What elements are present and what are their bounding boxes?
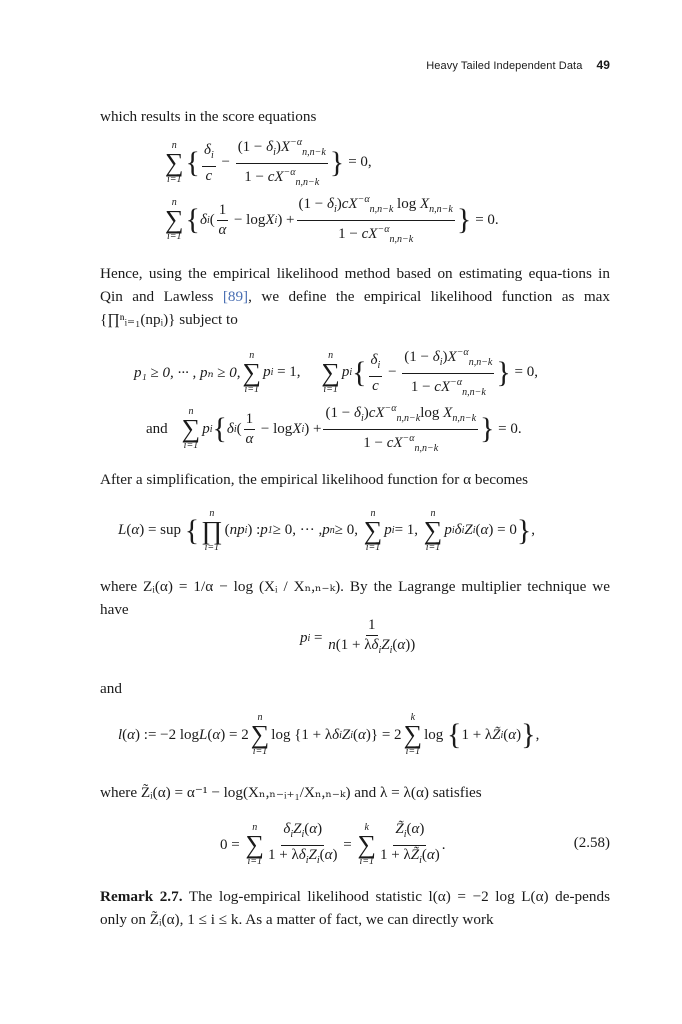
paragraph-and: and	[100, 680, 122, 697]
remark-label: Remark 2.7.	[100, 888, 183, 905]
likelihood-equation: L ( α ) = sup { n ∏ i=1 ( np i ) : p 1 ≥ 0, ··· , p n ≥ 0, n ∑ i=1 p i = 1, n ∑ i=1 p i δ i Z i ( α ) = 0 } ,	[118, 507, 535, 553]
score2-rhs: = 0.	[475, 211, 499, 228]
score-equations: n ∑ i=1 { $\frac{\delta_i}{c}$ − $\frac{(1 - \delta_i)X^{-\alpha}_{n,n-k}}{1 - cX^{-\alpha}_{n,n-k}}$ } = 0, n ∑ i=1 { δ i ( $\frac{1}{\alpha}$ − log X i ) + $\frac{(1 - \delta_i)cX^{-\alpha}_{n,n-k} \log X_{n,n-k}}{1 - cX^{-\alpha}_{n,n-k}}$ } = 0.	[165, 136, 499, 245]
score1-rhs: = 0,	[348, 154, 372, 170]
equation-2-58: 0 = n ∑ i=1 $\frac{\delta_iZ_i(\alpha)}{1 + \lambda\delta_iZ_i(\alpha)}$ = k ∑ i=1 $\frac{Z̃_i(\alpha)}{1 + \lambda Z̃_i(\alpha)}$ .	[220, 821, 446, 867]
constraint-equations: p₁ ≥ 0, ··· , pₙ ≥ 0, n ∑ i=1 p i = 1, n ∑ i=1 p i { $\frac{\delta_i}{c}$ − $\frac{(1 - \delta_i)X^{-\alpha}_{n,n-k}}{1 - cX^{-\alpha}_{n,n-k}}$ } = 0, and n ∑ i=1 p i { δ i ( $\frac{1}{\alpha}$ − log X i ) + $\frac{(1 - \delta_i)cX^{-\alpha}_{n,n-k}\log X_{n,n-k}}{1 - cX^{-\alpha}_{n,n-k}}$ } = 0.	[134, 346, 538, 454]
paragraph-where-ztilde: where Z̃ᵢ(α) = α⁻¹ − log(Xₙ,ₙ₋ᵢ₊₁/Xₙ,ₙ₋ₖ) and λ = λ(α) satisfies	[100, 784, 482, 801]
paragraph-after: After a simplification, the empirical likelihood function for α becomes	[100, 471, 529, 488]
paragraph-where-z: where Zᵢ(α) = 1/α − log (Xᵢ / Xₙ,ₙ₋ₖ). By the Lagrange multiplier technique we have	[100, 578, 610, 618]
running-header	[426, 58, 610, 72]
paragraph-hence: Hence, using the empirical likelihood method based on estimating equa-tions in Qin and Lawless [89], we define the empirical likelihood function as max {∏ⁿᵢ₌₁(npᵢ)} subject to	[100, 265, 611, 328]
page-number: 49	[596, 58, 610, 72]
equation-number: (2.58)	[573, 835, 610, 851]
remark-body: The log-empirical likelihood statistic l(α) = −2 log L(α) de-pends only on Z̃ᵢ(α), 1 ≤ i ≤ k. As a matter of fact, we can directly work	[100, 888, 610, 928]
paragraph-intro: which results in the score equations	[100, 108, 317, 125]
remark-paragraph	[100, 885, 610, 931]
citation-link[interactable]: [89]	[222, 288, 249, 305]
log-likelihood-equation: l ( α ) := −2 log L ( α ) = 2 n ∑ i=1 log {1 + λ δ i Z i ( α )} = 2 k ∑ i=1 log { 1 + λ Z̃ i ( α ) } ,	[118, 712, 540, 757]
lagrange-equation: p i = $\frac{1}{n(1 + \lambda\delta_iZ_i(\alpha))}$	[300, 617, 416, 656]
running-title: Heavy Tailed Independent Data	[426, 60, 583, 72]
